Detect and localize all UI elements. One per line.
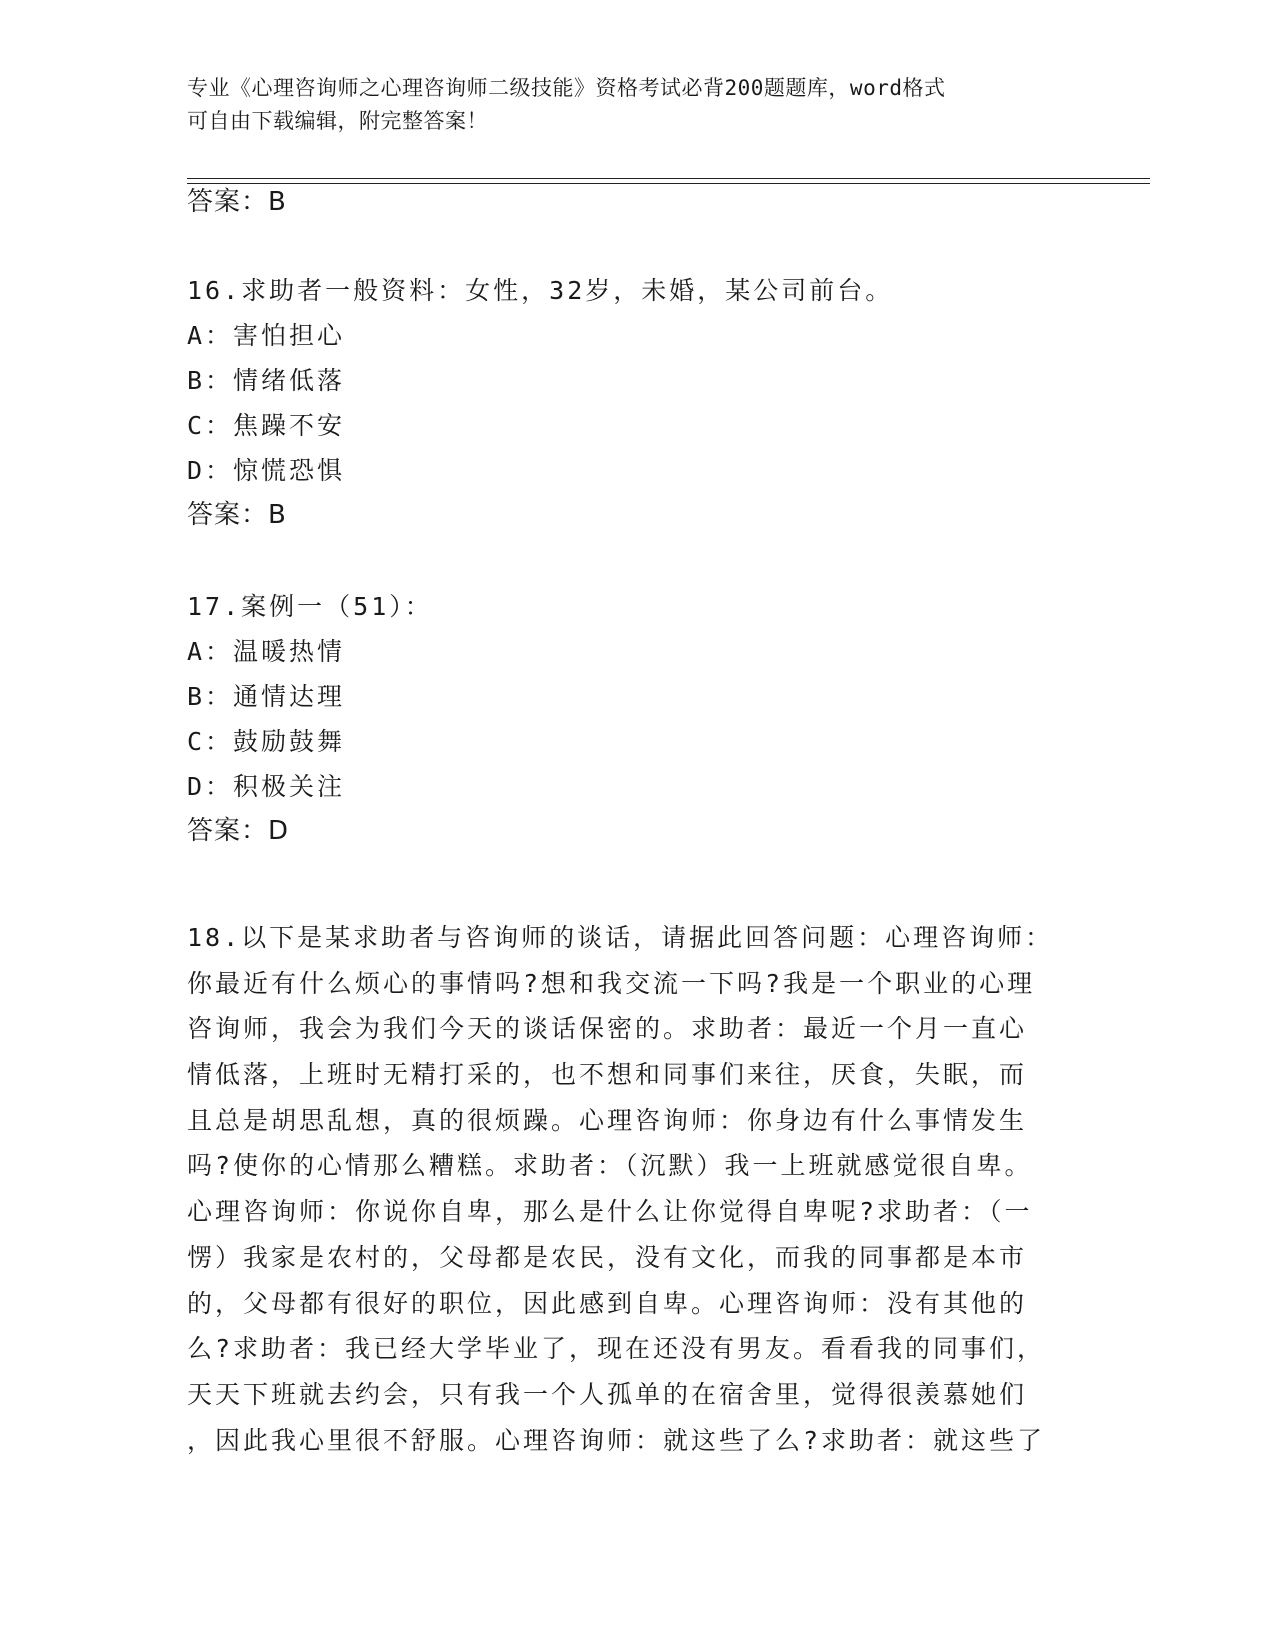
answer-label: 答案：B <box>187 500 287 530</box>
question-17 <box>187 584 1067 854</box>
paragraph-line: 你最近有什么烦心的事情吗?想和我交流一下吗?我是一个职业的心理 <box>187 968 1036 998</box>
header-line-2: 可自由下载编辑，附完整答案！ <box>187 109 488 133</box>
paragraph-line: 且总是胡思乱想，真的很烦躁。心理咨询师：你身边有什么事情发生 <box>187 1105 1028 1135</box>
option-b: B：通情达理 <box>187 682 346 711</box>
paragraph-line: 愣）我家是农村的，父母都是农民，没有文化，而我的同事都是本市 <box>187 1242 1028 1272</box>
paragraph-line: ，因此我心里很不舒服。心理咨询师：就这些了么?求助者：就这些了 <box>187 1425 1046 1455</box>
option-a: A：害怕担心 <box>187 321 346 350</box>
question-text: 16.求助者一般资料：女性，32岁，未婚，某公司前台。 <box>187 276 894 305</box>
paragraph-line: 吗?使你的心情那么糟糕。求助者：（沉默）我一上班就感觉很自卑。 <box>187 1151 1033 1181</box>
question-text: 17.案例一（51）： <box>187 592 433 621</box>
paragraph-line: 18.以下是某求助者与咨询师的谈话，请据此回答问题：心理咨询师： <box>187 923 1054 952</box>
paragraph-line: 的，父母都有很好的职位，因此感到自卑。心理咨询师：没有其他的 <box>187 1288 1028 1318</box>
answer-label: 答案：D <box>187 816 290 846</box>
paragraph-line: 咨询师，我会为我们今天的谈话保密的。求助者：最近一个月一直心 <box>187 1014 1028 1044</box>
question-16 <box>187 268 1067 538</box>
option-d: D：惊慌恐惧 <box>187 456 346 485</box>
option-c: C：焦躁不安 <box>187 411 346 440</box>
header-rule-top <box>187 178 1150 179</box>
option-a: A：温暖热情 <box>187 637 346 666</box>
header-line-1: 专业《心理咨询师之心理咨询师二级技能》资格考试必背200题题库，word格式 <box>187 76 946 100</box>
paragraph-line: 天天下班就去约会，只有我一个人孤单的在宿舍里，觉得很羡慕她们 <box>187 1379 1028 1409</box>
paragraph-line: 么?求助者：我已经大学毕业了，现在还没有男友。看看我的同事们， <box>187 1334 1046 1364</box>
option-b: B：情绪低落 <box>187 366 346 395</box>
option-c: C：鼓励鼓舞 <box>187 727 346 756</box>
paragraph-line: 心理咨询师：你说你自卑，那么是什么让你觉得自卑呢?求助者：（一 <box>187 1197 1033 1227</box>
question-18 <box>187 915 1067 1463</box>
previous-answer-block <box>187 180 1067 225</box>
paragraph-line: 情低落，上班时无精打采的，也不想和同事们来往，厌食，失眠，而 <box>187 1060 1028 1090</box>
document-header <box>187 72 1067 138</box>
answer-label: 答案：B <box>187 187 287 217</box>
option-d: D：积极关注 <box>187 772 346 801</box>
